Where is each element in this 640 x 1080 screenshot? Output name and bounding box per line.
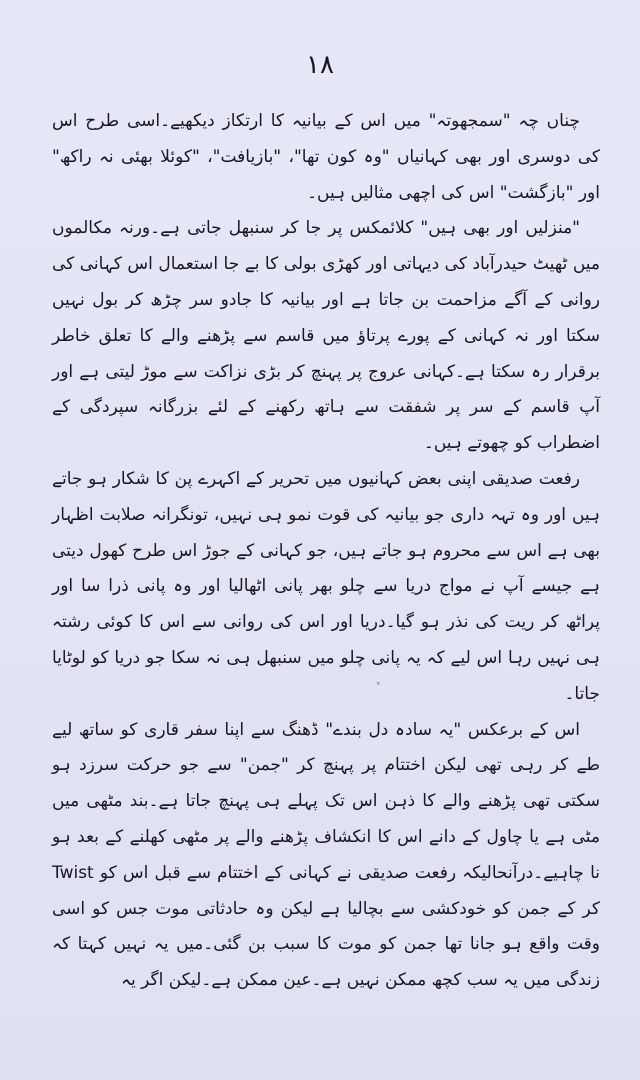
ink-speck: ˚ [376,683,381,693]
paragraph-2 [52,211,600,462]
paragraph-3 [52,462,600,713]
page-number: ١٨ [306,50,334,80]
paragraph-1 [52,104,600,211]
paragraph-text: رفعت صدیقی اپنی بعض کہانیوں میں تحریر کے اکہرے پن کا شکار ہو جاتے ہیں اور وہ تہہ داری جو بیانیہ کی قوت نمو ہی نہیں، تونگرانہ صلابت اظہار بھی ہے اس سے محروم ہو جاتے ہیں، جو کہانی کے جوڑ اس طرح کھول دیتی ہے جیسے آپ نے مواج دریا سے چلو بھر پانی اٹھالیا اور وہ پانی ذرا سا اور پراٹھ کر ریت کی نذر ہو گیا۔دریا اور اس کی روانی سے اس کا کوئی رشتہ ہی نہیں رہا اس لیے کہ یہ پانی چلو میں سنبھل ہی نہ سکا جو دریا کو لوٹایا جاتا۔ [52,468,600,704]
article-body [52,104,600,1064]
paragraph-4 [52,713,600,999]
paragraph-text: چناں چہ "سمجھوتہ" میں اس کے بیانیہ کا ارتکاز دیکھیے۔اسی طرح اس کی دوسری اور بھی کہانیاں "وہ کون تھا"، "بازیافت"، "کوئلا بھئی نہ راکھ" اور "بازگشت" اس کی اچھی مثالیں ہیں۔ [52,111,600,203]
paragraph-text: "منزلیں اور بھی ہیں" کلائمکس پر جا کر سنبھل جاتی ہے۔ورنہ مکالموں میں ٹھیٹ حیدرآباد کی دیہاتی اور کھڑی بولی کا بے جا استعمال اس کہانی کی روانی کے آگے مزاحمت بن جاتا ہے اور بیانیہ کا جادو سر چڑھ کر بول نہیں سکتا اور نہ کہانی کے پورے پرتاؤ میں قاسم سے پڑھنے والے کا تعلق خاطر برقرار رہ سکتا ہے۔کہانی عروج پر پہنچ کر بڑی نزاکت سے موڑ لیتی ہے اور آپ قاسم کے سر پر شفقت سے ہاتھ رکھنے کے لئے بزرگانہ سپردگی کے اضطراب کو چھوتے ہیں۔ [52,218,600,454]
paragraph-text: اس کے برعکس "یہ سادہ دل بندے" ڈھنگ سے اپنا سفر قاری کو ساتھ لیے طے کر رہی تھی لیکن اختتام پر پہنچ کر "جمن" سے جو حرکت سرزد ہو سکتی تھی پڑھنے والے کا ذہن اس تک پہلے ہی پہنچ جاتا ہے۔بند مٹھی میں مٹی ہے یا چاول کے دانے اس کا انکشاف پڑھنے والے پر مٹھی کھلنے کے بعد ہو نا چاہیے۔درآنحالیکہ رفعت صدیقی نے کہانی کے اختتام سے قبل اس کو Twist کر کے جمن کو خودکشی سے بچالیا ہے لیکن وہ حادثاتی موت جس کو اسی وقت واقع ہو جانا تھا جمن کو موت کا سبب بن گئی۔میں یہ نہیں کہتا کہ زندگی میں یہ سب کچھ ممکن نہیں ہے۔عین ممکن ہے۔لیکن اگر یہ [52,719,600,991]
